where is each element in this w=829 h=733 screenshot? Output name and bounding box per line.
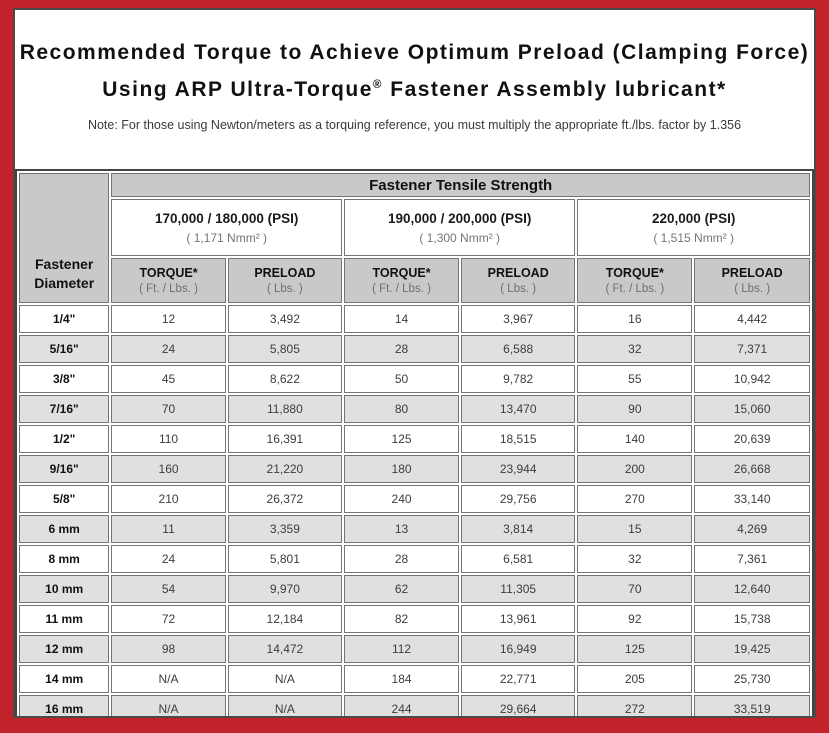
torque-value-cell: 62 — [344, 575, 459, 603]
torque-value-cell: 180 — [344, 455, 459, 483]
table-row — [19, 635, 810, 663]
tensile-strength-header: Fastener Tensile Strength — [111, 173, 810, 197]
preload-value-cell: 7,371 — [694, 335, 810, 363]
table-row — [19, 515, 810, 543]
preload-column-header — [461, 258, 575, 303]
preload-value-cell: 5,805 — [228, 335, 342, 363]
table-row — [19, 455, 810, 483]
torque-value-cell: 272 — [577, 695, 692, 718]
strength-group-170-180 — [111, 199, 342, 256]
fastener-diameter-cell: 14 mm — [19, 665, 109, 693]
torque-value-cell: 70 — [111, 395, 225, 423]
preload-value-cell: N/A — [228, 695, 342, 718]
corner-line2: Diameter — [34, 275, 95, 291]
table-row — [19, 485, 810, 513]
preload-value-cell: 9,970 — [228, 575, 342, 603]
preload-value-cell: 12,184 — [228, 605, 342, 633]
table-row — [19, 425, 810, 453]
torque-value-cell: 270 — [577, 485, 692, 513]
title-block — [15, 36, 814, 169]
title-line1: Recommended Torque to Achieve Optimum Preload (Clamping Force) — [19, 41, 810, 64]
fastener-diameter-cell: 5/8" — [19, 485, 109, 513]
torque-value-cell: 55 — [577, 365, 692, 393]
preload-value-cell: 9,782 — [461, 365, 575, 393]
torque-value-cell: 200 — [577, 455, 692, 483]
psi-header-row — [19, 199, 810, 256]
torque-value-cell: 28 — [344, 335, 459, 363]
table-row — [19, 665, 810, 693]
preload-value-cell: 22,771 — [461, 665, 575, 693]
preload-value-cell: 7,361 — [694, 545, 810, 573]
preload-value-cell: 8,622 — [228, 365, 342, 393]
torque-value-cell: 13 — [344, 515, 459, 543]
torque-value-cell: N/A — [111, 665, 225, 693]
torque-value-cell: 16 — [577, 305, 692, 333]
preload-value-cell: 16,391 — [228, 425, 342, 453]
preload-value-cell: 16,949 — [461, 635, 575, 663]
preload-value-cell: 20,639 — [694, 425, 810, 453]
torque-value-cell: 160 — [111, 455, 225, 483]
torque-value-cell: 244 — [344, 695, 459, 718]
column-label: PRELOAD — [254, 266, 316, 280]
preload-value-cell: 21,220 — [228, 455, 342, 483]
preload-value-cell: 3,814 — [461, 515, 575, 543]
fastener-diameter-cell: 11 mm — [19, 605, 109, 633]
preload-value-cell: 15,738 — [694, 605, 810, 633]
column-unit: ( Ft. / Lbs. ) — [139, 283, 198, 295]
strength-group-220 — [577, 199, 810, 256]
table-header — [19, 173, 810, 303]
torque-value-cell: 80 — [344, 395, 459, 423]
column-label: PRELOAD — [487, 266, 549, 280]
torque-value-cell: 210 — [111, 485, 225, 513]
column-label: TORQUE* — [139, 266, 198, 280]
preload-value-cell: 13,961 — [461, 605, 575, 633]
torque-value-cell: 12 — [111, 305, 225, 333]
torque-value-cell: 72 — [111, 605, 225, 633]
preload-value-cell: 6,581 — [461, 545, 575, 573]
fastener-diameter-cell: 16 mm — [19, 695, 109, 718]
column-unit: ( Lbs. ) — [500, 283, 537, 295]
fastener-diameter-cell: 1/4" — [19, 305, 109, 333]
preload-value-cell: 12,640 — [694, 575, 810, 603]
fastener-diameter-cell: 1/2" — [19, 425, 109, 453]
title-line2: Using ARP Ultra-Torque® Fastener Assembly lubricant* — [102, 78, 727, 101]
preload-column-header — [228, 258, 342, 303]
document-page — [13, 8, 816, 718]
fastener-diameter-cell: 3/8" — [19, 365, 109, 393]
preload-value-cell: 5,801 — [228, 545, 342, 573]
preload-value-cell: 3,967 — [461, 305, 575, 333]
table-row — [19, 545, 810, 573]
fastener-diameter-cell: 12 mm — [19, 635, 109, 663]
preload-value-cell: 18,515 — [461, 425, 575, 453]
psi-label: 170,000 / 180,000 (PSI) — [155, 210, 299, 226]
torque-value-cell: 32 — [577, 545, 692, 573]
table-row — [19, 335, 810, 363]
torque-column-header — [111, 258, 225, 303]
preload-value-cell: 11,305 — [461, 575, 575, 603]
preload-value-cell: N/A — [228, 665, 342, 693]
torque-value-cell: 184 — [344, 665, 459, 693]
torque-value-cell: 11 — [111, 515, 225, 543]
fastener-diameter-header — [19, 173, 109, 303]
column-unit: ( Ft. / Lbs. ) — [605, 283, 665, 295]
preload-column-header — [694, 258, 810, 303]
torque-value-cell: 28 — [344, 545, 459, 573]
torque-value-cell: 140 — [577, 425, 692, 453]
column-label: TORQUE* — [605, 266, 664, 280]
group-header-row — [19, 173, 810, 197]
preload-value-cell: 6,588 — [461, 335, 575, 363]
nmm-label: ( 1,300 Nmm² ) — [419, 230, 501, 245]
note-text: Note: For those using Newton/meters as a torquing reference, you must multiply the appropriate ft./lbs. factor by 1.356 — [87, 118, 742, 132]
psi-label: 190,000 / 200,000 (PSI) — [388, 210, 532, 226]
torque-table — [15, 169, 814, 718]
psi-label: 220,000 (PSI) — [652, 210, 736, 226]
column-label: PRELOAD — [721, 266, 783, 280]
preload-value-cell: 13,470 — [461, 395, 575, 423]
torque-value-cell: 110 — [111, 425, 225, 453]
torque-value-cell: 70 — [577, 575, 692, 603]
corner-line1: Fastener — [35, 256, 94, 272]
torque-column-header — [344, 258, 459, 303]
torque-value-cell: 205 — [577, 665, 692, 693]
registered-trademark-symbol: ® — [372, 79, 383, 91]
table-row — [19, 365, 810, 393]
preload-value-cell: 15,060 — [694, 395, 810, 423]
torque-value-cell: 98 — [111, 635, 225, 663]
fastener-diameter-cell: 7/16" — [19, 395, 109, 423]
torque-value-cell: 92 — [577, 605, 692, 633]
torque-value-cell: 82 — [344, 605, 459, 633]
table-row — [19, 305, 810, 333]
preload-value-cell: 26,668 — [694, 455, 810, 483]
page-title — [15, 36, 814, 106]
preload-value-cell: 3,492 — [228, 305, 342, 333]
table-row — [19, 575, 810, 603]
torque-value-cell: 90 — [577, 395, 692, 423]
preload-value-cell: 26,372 — [228, 485, 342, 513]
preload-value-cell: 19,425 — [694, 635, 810, 663]
torque-value-cell: 125 — [344, 425, 459, 453]
preload-value-cell: 11,880 — [228, 395, 342, 423]
preload-value-cell: 4,442 — [694, 305, 810, 333]
column-unit: ( Lbs. ) — [734, 283, 771, 295]
preload-value-cell: 4,269 — [694, 515, 810, 543]
torque-value-cell: 45 — [111, 365, 225, 393]
torque-value-cell: 50 — [344, 365, 459, 393]
table-row — [19, 695, 810, 718]
torque-value-cell: N/A — [111, 695, 225, 718]
fastener-diameter-cell: 8 mm — [19, 545, 109, 573]
fastener-diameter-cell: 10 mm — [19, 575, 109, 603]
preload-value-cell: 3,359 — [228, 515, 342, 543]
fastener-diameter-cell: 9/16" — [19, 455, 109, 483]
nmm-label: ( 1,171 Nmm² ) — [186, 230, 268, 245]
table-body — [19, 305, 810, 718]
torque-value-cell: 240 — [344, 485, 459, 513]
preload-value-cell: 29,756 — [461, 485, 575, 513]
torque-value-cell: 32 — [577, 335, 692, 363]
column-label: TORQUE* — [372, 266, 431, 280]
torque-value-cell: 125 — [577, 635, 692, 663]
preload-value-cell: 25,730 — [694, 665, 810, 693]
preload-value-cell: 29,664 — [461, 695, 575, 718]
torque-value-cell: 15 — [577, 515, 692, 543]
preload-value-cell: 14,472 — [228, 635, 342, 663]
preload-value-cell: 33,140 — [694, 485, 810, 513]
preload-value-cell: 10,942 — [694, 365, 810, 393]
torque-value-cell: 24 — [111, 545, 225, 573]
column-unit: ( Ft. / Lbs. ) — [372, 283, 431, 295]
torque-column-header — [577, 258, 692, 303]
nmm-label: ( 1,515 Nmm² ) — [653, 230, 735, 245]
preload-value-cell: 33,519 — [694, 695, 810, 718]
preload-value-cell: 23,944 — [461, 455, 575, 483]
table-row — [19, 395, 810, 423]
torque-value-cell: 24 — [111, 335, 225, 363]
torque-value-cell: 112 — [344, 635, 459, 663]
fastener-diameter-cell: 6 mm — [19, 515, 109, 543]
fastener-diameter-cell: 5/16" — [19, 335, 109, 363]
column-unit: ( Lbs. ) — [266, 283, 303, 295]
torque-value-cell: 54 — [111, 575, 225, 603]
table-row — [19, 605, 810, 633]
column-header-row — [19, 258, 810, 303]
strength-group-190-200 — [344, 199, 575, 256]
torque-value-cell: 14 — [344, 305, 459, 333]
